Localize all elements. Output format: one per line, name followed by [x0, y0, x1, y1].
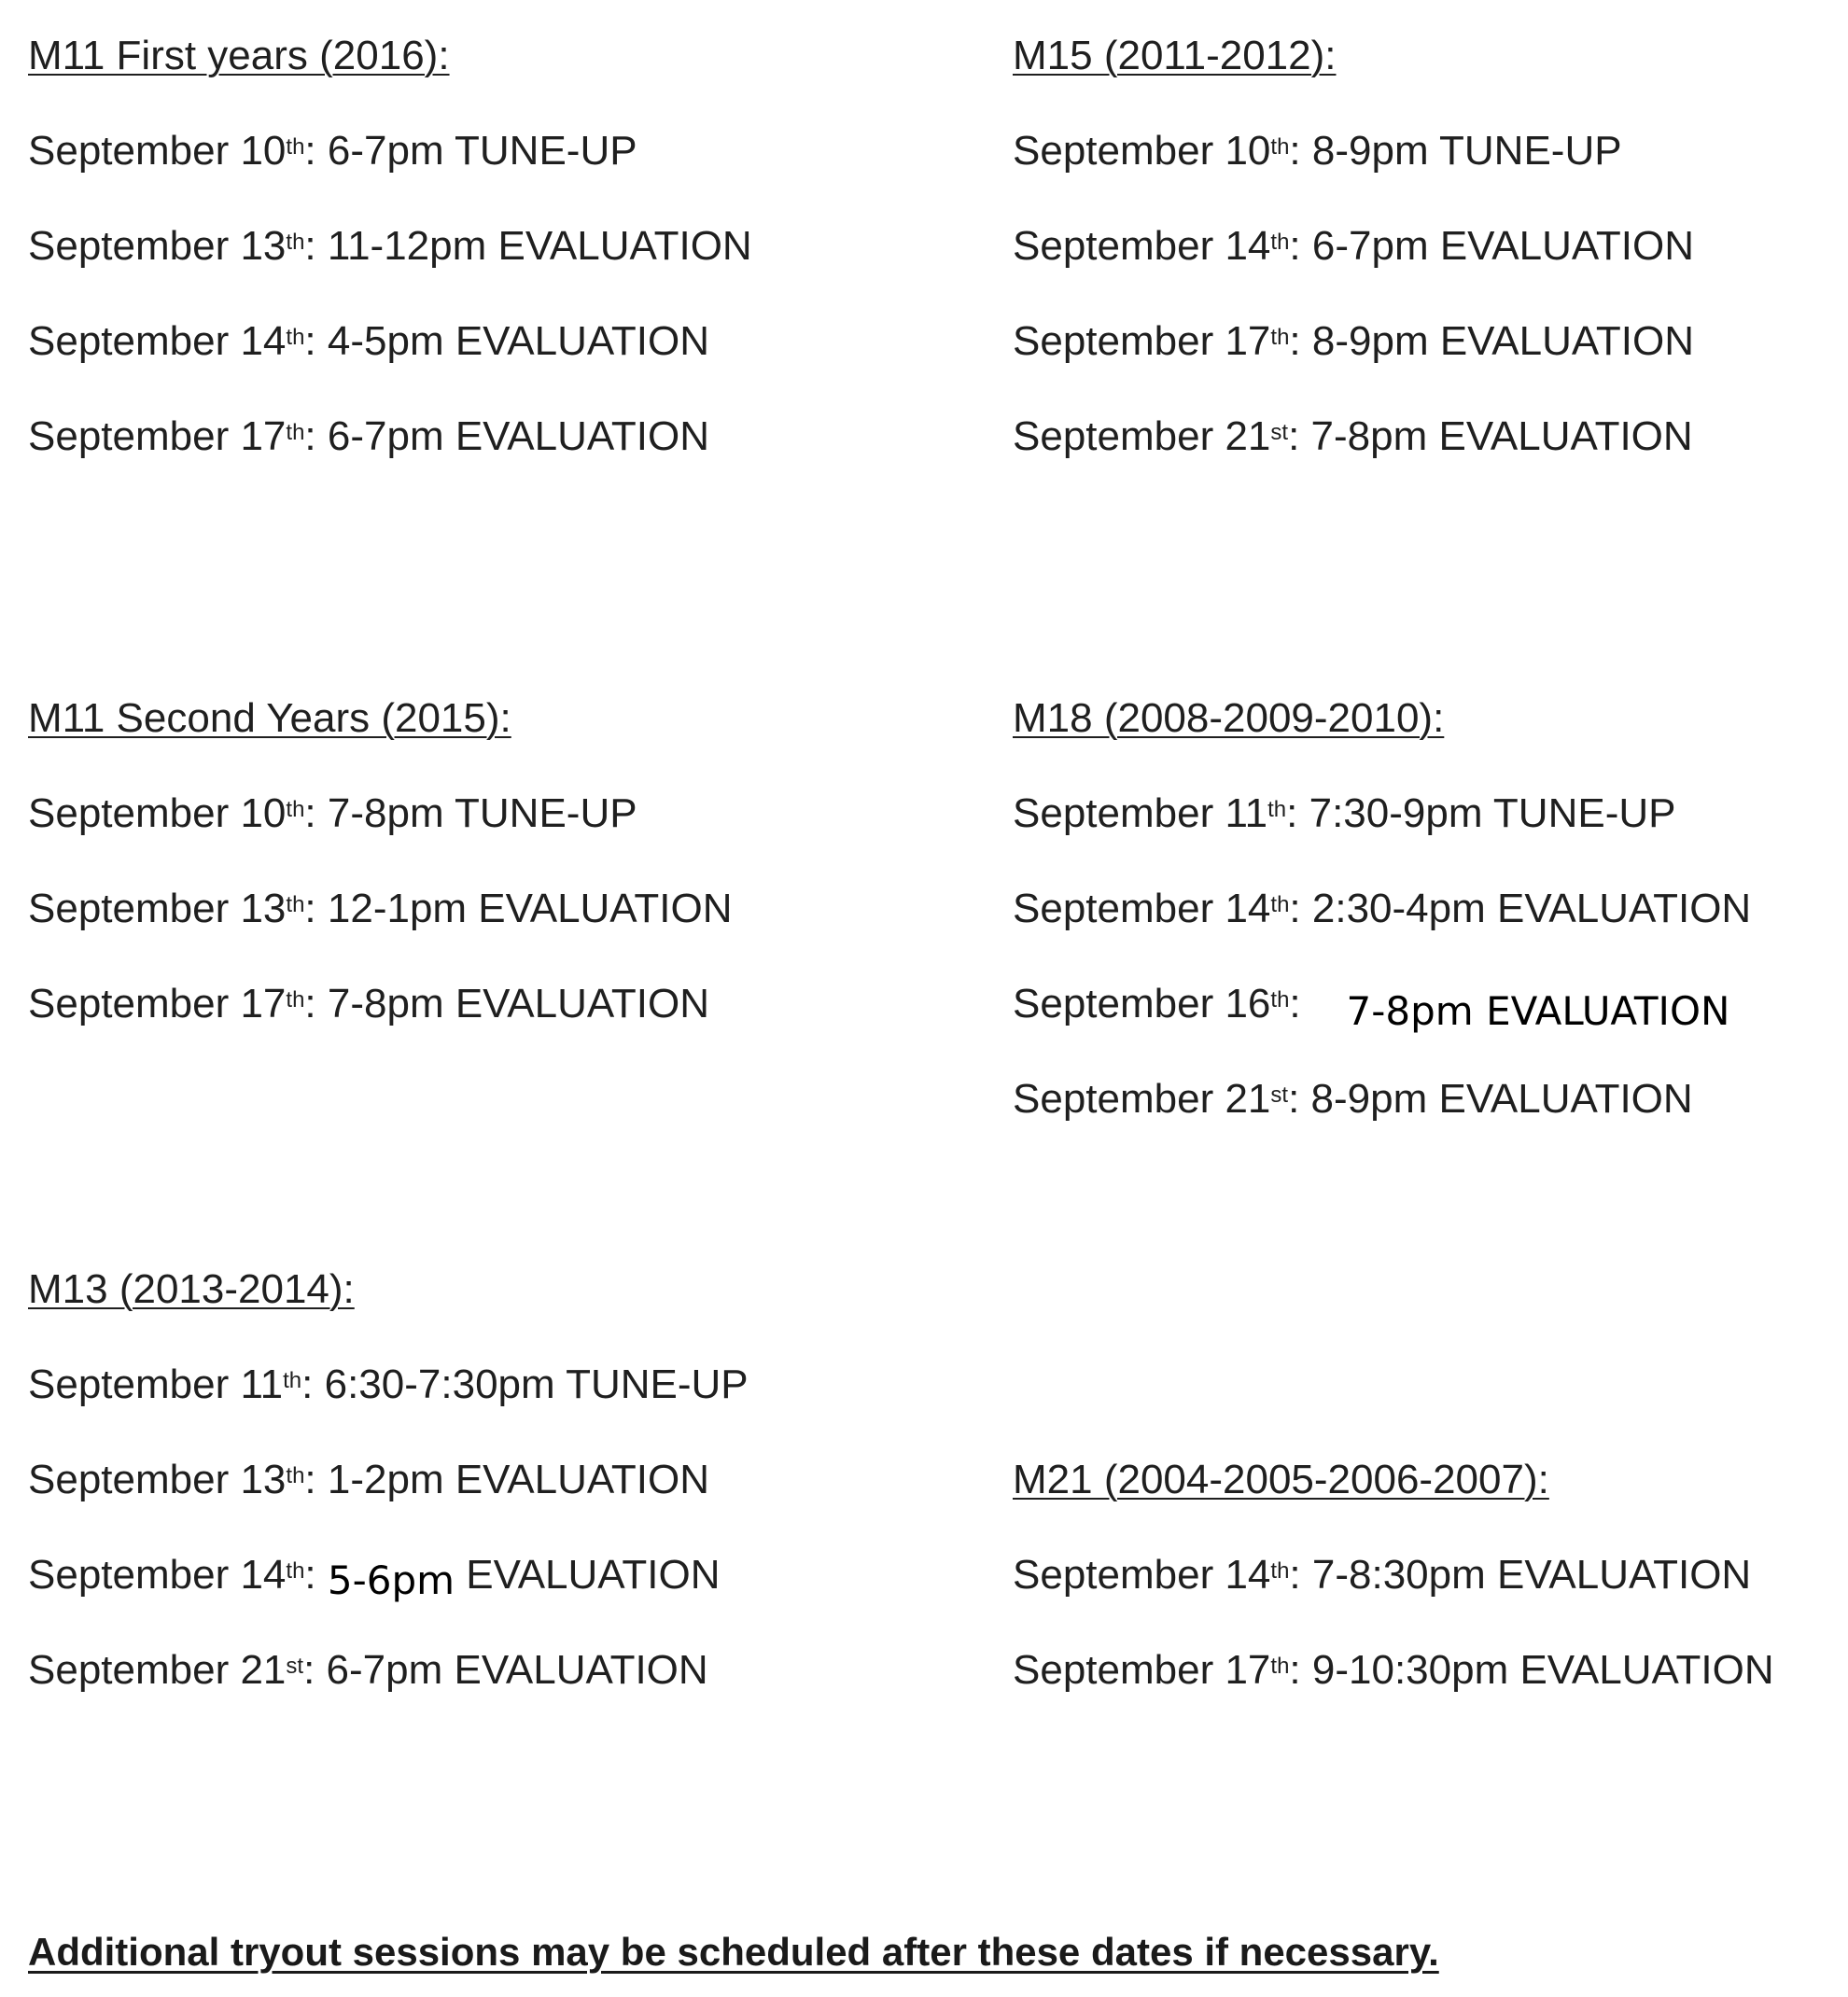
section-heading: M11 First years (2016):	[28, 33, 450, 78]
schedule-row: September 14th: 5-6pm EVALUATION	[28, 1552, 721, 1603]
schedule-row: September 21st: 6-7pm EVALUATION	[28, 1647, 708, 1693]
schedule-row: September 13th: 12-1pm EVALUATION	[28, 886, 733, 931]
schedule-row: September 17th: 7-8pm EVALUATION	[28, 981, 710, 1026]
section-heading: M13 (2013-2014):	[28, 1266, 355, 1312]
schedule-row: September 14th: 6-7pm EVALUATION	[1013, 223, 1695, 269]
schedule-row: September 11th: 7:30-9pm TUNE-UP	[1013, 790, 1676, 836]
schedule-row: September 10th: 6-7pm TUNE-UP	[28, 128, 637, 174]
section-m21	[1013, 1452, 1848, 1738]
section-m18	[1013, 691, 1848, 1166]
schedule-row: September 14th: 7-8:30pm EVALUATION	[1013, 1552, 1752, 1598]
section-heading: M21 (2004-2005-2006-2007):	[1013, 1457, 1549, 1502]
section-m11-second-years	[28, 691, 868, 1071]
section-m13	[28, 1262, 868, 1738]
section-m11-first-years	[28, 28, 868, 504]
schedule-row: September 14th: 2:30-4pm EVALUATION	[1013, 886, 1752, 931]
schedule-row: September 13th: 1-2pm EVALUATION	[28, 1457, 710, 1502]
schedule-row: September 21st: 7-8pm EVALUATION	[1013, 413, 1693, 459]
section-heading: M15 (2011-2012):	[1013, 33, 1337, 78]
schedule-row: September 17th: 8-9pm EVALUATION	[1013, 318, 1695, 364]
section-heading: M11 Second Years (2015):	[28, 695, 511, 741]
schedule-row: September 16th: 7-8pm EVALUATION	[1013, 981, 1730, 1034]
schedule-row: September 10th: 7-8pm TUNE-UP	[28, 790, 637, 836]
footer-note: Additional tryout sessions may be scheduled after these dates if necessary.	[28, 1930, 1439, 1974]
schedule-row: September 21st: 8-9pm EVALUATION	[1013, 1076, 1693, 1122]
section-m15	[1013, 28, 1848, 504]
schedule-row: September 13th: 11-12pm EVALUATION	[28, 223, 752, 269]
schedule-row: September 17th: 6-7pm EVALUATION	[28, 413, 710, 459]
section-heading: M18 (2008-2009-2010):	[1013, 695, 1445, 741]
schedule-row: September 11th: 6:30-7:30pm TUNE-UP	[28, 1362, 749, 1407]
schedule-row: September 14th: 4-5pm EVALUATION	[28, 318, 710, 364]
schedule-row: September 17th: 9-10:30pm EVALUATION	[1013, 1647, 1774, 1693]
schedule-row: September 10th: 8-9pm TUNE-UP	[1013, 128, 1622, 174]
